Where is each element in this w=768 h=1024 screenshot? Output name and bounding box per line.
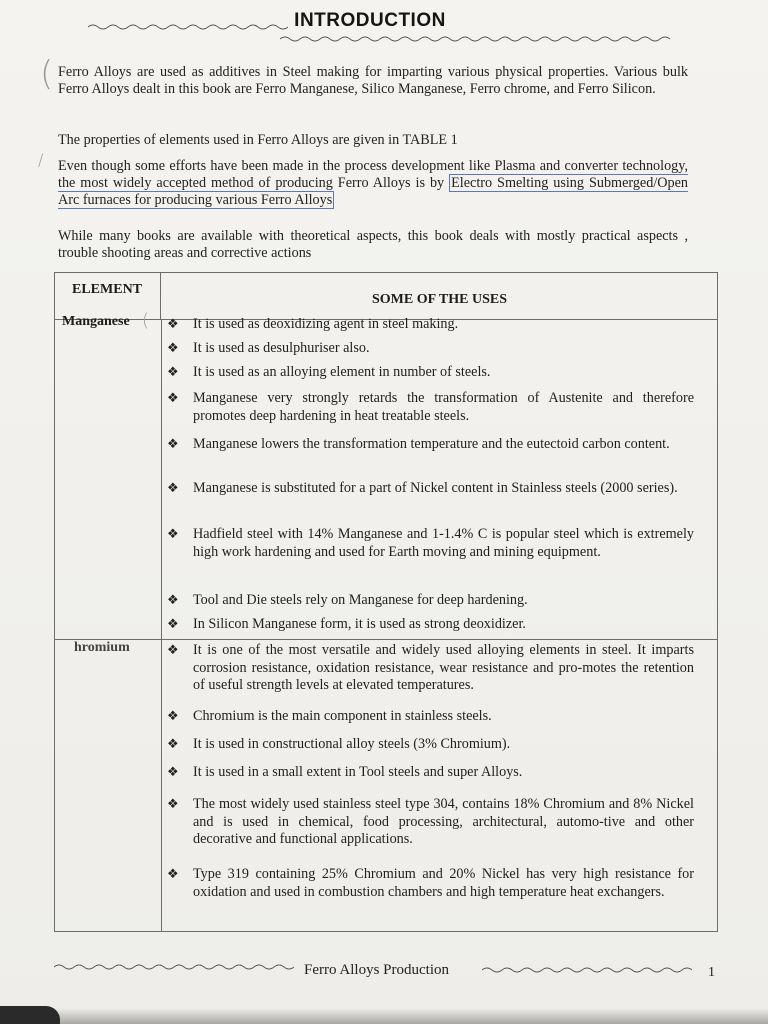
table-row-divider <box>54 639 718 640</box>
use-item: ❖ In Silicon Manganese form, it is used as strong deoxidizer. <box>167 616 526 632</box>
diamond-bullet-icon: ❖ <box>167 643 179 658</box>
use-item: ❖ It is used in constructional alloy steels (3% Chromium). <box>167 736 511 752</box>
diamond-bullet-icon: ❖ <box>167 527 179 542</box>
page-corner-shadow <box>0 1006 60 1024</box>
use-item: ❖ Tool and Die steels rely on Manganese for deep hardening. <box>167 592 528 608</box>
use-item: ❖ Type 319 containing 25% Chromium and 20% Nickel has very high resistance for oxidation and used in combustion chambers and high temperature heat exchangers. <box>167 866 694 900</box>
diamond-bullet-icon: ❖ <box>167 317 179 332</box>
use-item: ❖ Manganese lowers the transformation temperature and the eutectoid carbon content. <box>167 436 670 452</box>
pencil-bracket-mark: ( <box>142 310 150 331</box>
footer-wave-left-ornament <box>54 962 294 972</box>
diamond-bullet-icon: ❖ <box>167 391 179 406</box>
use-item: ❖ It is used as deoxidizing agent in steel making. <box>167 316 459 332</box>
footer-book-title: Ferro Alloys Production <box>304 962 449 978</box>
table-header-element: ELEMENT <box>54 272 161 320</box>
footer-wave-right-ornament <box>482 965 692 975</box>
use-item: ❖ It is used as desulphuriser also. <box>167 340 370 356</box>
diamond-bullet-icon: ❖ <box>167 593 179 608</box>
table-column-divider <box>161 320 162 932</box>
element-name-manganese: Manganese <box>62 314 130 329</box>
diamond-bullet-icon: ❖ <box>167 709 179 724</box>
use-item: ❖ The most widely used stainless steel type 304, contains 18% Chromium and 8% Nickel and is used in chemical, food processing, architectural, automo-tive and other decorative and functional applications. <box>167 796 694 847</box>
page-number: 1 <box>708 965 715 980</box>
intro-paragraph-3-text: Even though some efforts have been made in the process development like Plasma and converter technology, the most widely accepted method of producing Ferro Alloys is by <box>58 158 688 191</box>
intro-paragraph-1: Ferro Alloys are used as additives in Steel making for imparting various physical properties. Various bulk Ferro Alloys dealt in this book are Ferro Manganese, Silico Manganese, Ferro chrome, and Ferro Silicon. <box>58 64 688 97</box>
diamond-bullet-icon: ❖ <box>167 797 179 812</box>
diamond-bullet-icon: ❖ <box>167 765 179 780</box>
page-bottom-shadow <box>0 1008 768 1024</box>
diamond-bullet-icon: ❖ <box>167 437 179 452</box>
highlighted-phrase: Electro Smelting using Submerged/Open Arc furnaces for producing various Ferro Alloys <box>58 175 688 208</box>
diamond-bullet-icon: ❖ <box>167 481 179 496</box>
use-item: ❖ Manganese is substituted for a part of Nickel content in Stainless steels (2000 series). <box>167 480 678 496</box>
diamond-bullet-icon: ❖ <box>167 617 179 632</box>
use-item: ❖ Chromium is the main component in stainless steels. <box>167 708 492 724</box>
title-wave-left-ornament <box>88 22 288 32</box>
title-wave-right-ornament <box>280 34 672 44</box>
diamond-bullet-icon: ❖ <box>167 365 179 380</box>
intro-paragraph-3 <box>58 158 688 209</box>
diamond-bullet-icon: ❖ <box>167 867 179 882</box>
intro-paragraph-4: While many books are available with theoretical aspects, this book deals with mostly practical aspects , trouble shooting areas and corrective actions <box>58 228 688 261</box>
diamond-bullet-icon: ❖ <box>167 341 179 356</box>
diamond-bullet-icon: ❖ <box>167 737 179 752</box>
pencil-tick-mark: / <box>38 150 44 169</box>
table-header-uses: SOME OF THE USES <box>161 272 718 320</box>
use-item: ❖ It is one of the most versatile and widely used alloying elements in steel. It imparts corrosion resistance, oxidation resistance, wear resistance and pro-motes the retention of useful strength levels at elevated temperatures. <box>167 642 694 693</box>
pencil-bracket-mark: ( <box>40 54 54 94</box>
page-title: INTRODUCTION <box>294 10 446 31</box>
use-item: ❖ It is used in a small extent in Tool steels and super Alloys. <box>167 764 523 780</box>
element-name-chromium: hromium <box>74 640 130 655</box>
use-item: ❖ Hadfield steel with 14% Manganese and 1-1.4% C is popular steel which is extremely high work hardening and used for Earth moving and mining equipment. <box>167 526 694 560</box>
intro-paragraph-2: The properties of elements used in Ferro Alloys are given in TABLE 1 <box>58 132 458 148</box>
use-item: ❖ Manganese very strongly retards the transformation of Austenite and therefore promotes deep hardening in heat treatable steels. <box>167 390 694 424</box>
use-item: ❖ It is used as an alloying element in number of steels. <box>167 364 491 380</box>
